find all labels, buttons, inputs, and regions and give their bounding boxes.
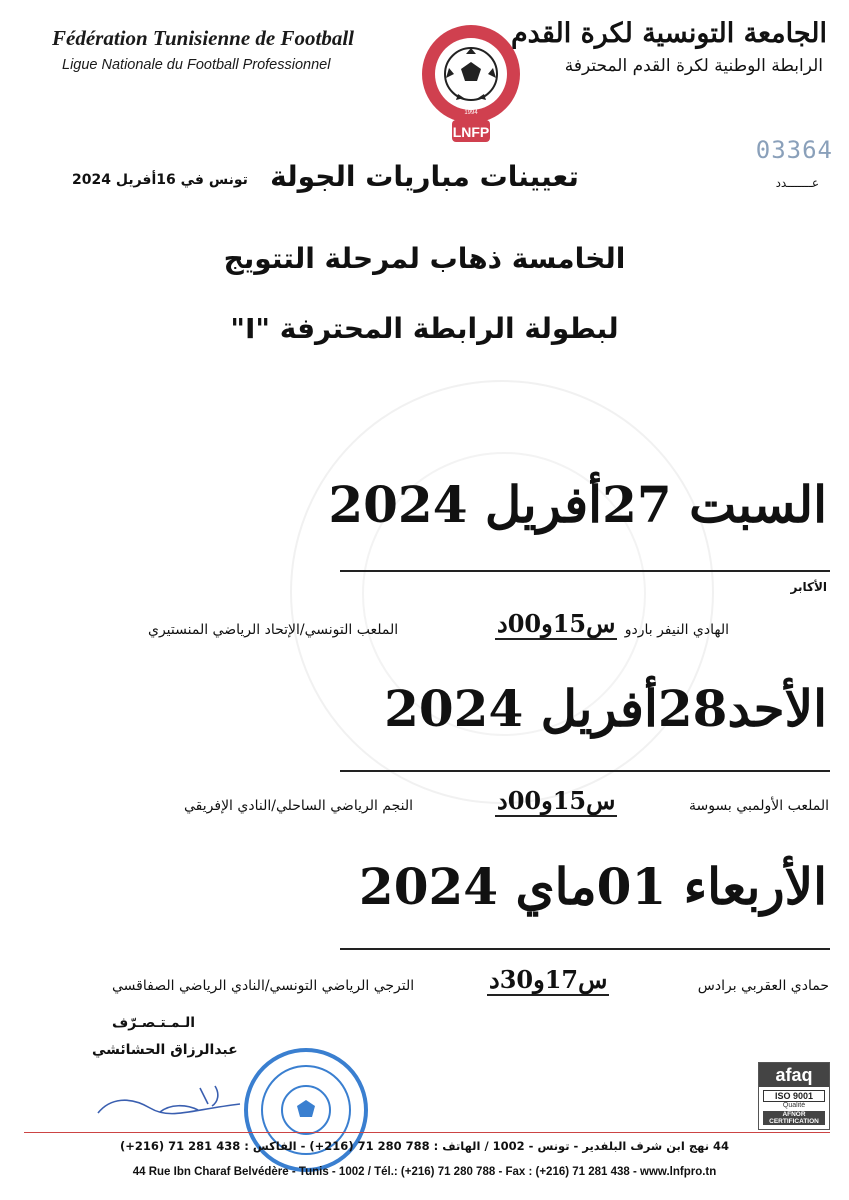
footer-address-fr: 44 Rue Ibn Charaf Belvédère - Tunis - 1002 / Tél.: (+216) 71 280 788 - Fax : (+216) 71 281 438 - www.lnfpro.tn [132, 1166, 717, 1178]
headline-line-2: الخامسة ذهاب لمرحلة التتويج [223, 242, 626, 275]
match-time: س15و00د [497, 609, 616, 638]
reference-label: عـــــــدد [775, 176, 819, 190]
footer-divider [24, 1132, 830, 1133]
quality-label: Qualité [782, 1102, 806, 1109]
afaq-certification-badge [758, 1062, 830, 1130]
lnfp-logo [420, 22, 522, 146]
match-stadium: حمادي العقربي برادس [697, 978, 829, 994]
official-stamp [236, 1046, 376, 1174]
day-heading-wednesday: الأربعاء 01ماي 2024 [358, 857, 827, 916]
afaq-brand: afaq [759, 1063, 829, 1087]
logo-acronym: LNFP [452, 124, 490, 140]
document-date: تونس في 16أفريل 2024 [72, 172, 248, 188]
day-divider [340, 570, 830, 572]
reference-number: 03364 [755, 136, 833, 164]
match-teams: الملعب التونسي/الإتحاد الرياضي المنستيري [148, 622, 399, 638]
signatory-name: عبدالرزاق الحشائشي [92, 1042, 238, 1058]
day-heading-saturday: السبت 27أفريل 2024 [328, 475, 827, 534]
day-divider [340, 770, 830, 772]
logo-year: 1994 [464, 110, 478, 116]
match-time: س15و00د [497, 786, 616, 815]
match-stadium: الملعب الأولمبي بسوسة [688, 798, 829, 814]
day-heading-sunday: الأحد28أفريل 2024 [384, 679, 827, 738]
federation-name-fr: Fédération Tunisienne de Football [52, 26, 354, 50]
match-time: س17و30د [489, 965, 608, 994]
watermark-emblem [290, 380, 714, 804]
footer-address-ar: 44 نهج ابن شرف البلفدير - تونس - 1002 / الهاتف : 788 280 71 (216+) - الفاكس : 438 281 71 (216+) [119, 1139, 730, 1153]
day-divider [340, 948, 830, 950]
match-stadium: الهادي النيفر باردو [624, 622, 729, 638]
match-teams: الترجي الرياضي التونسي/النادي الرياضي الصفاقسي [112, 978, 415, 994]
iso-standard: ISO 9001 [763, 1090, 825, 1102]
headline-line-1: تعيينات مباريات الجولة [270, 160, 579, 193]
federation-name-ar: الجامعة التونسية لكرة القدم [510, 18, 827, 49]
match-teams: النجم الرياضي الساحلي/النادي الإفريقي [184, 798, 414, 814]
league-name-fr: Ligue Nationale du Football Professionnel [62, 57, 331, 73]
category-label: الأكابر [790, 580, 827, 594]
headline-line-3: لبطولة الرابطة المحترفة "I" [230, 312, 619, 345]
league-name-ar: الرابطة الوطنية لكرة القدم المحترفة [564, 56, 823, 76]
signatory-title: الـمـتـصـرّف [112, 1015, 196, 1031]
afnor-certification: AFNOR CERTIFICATION [763, 1111, 825, 1125]
